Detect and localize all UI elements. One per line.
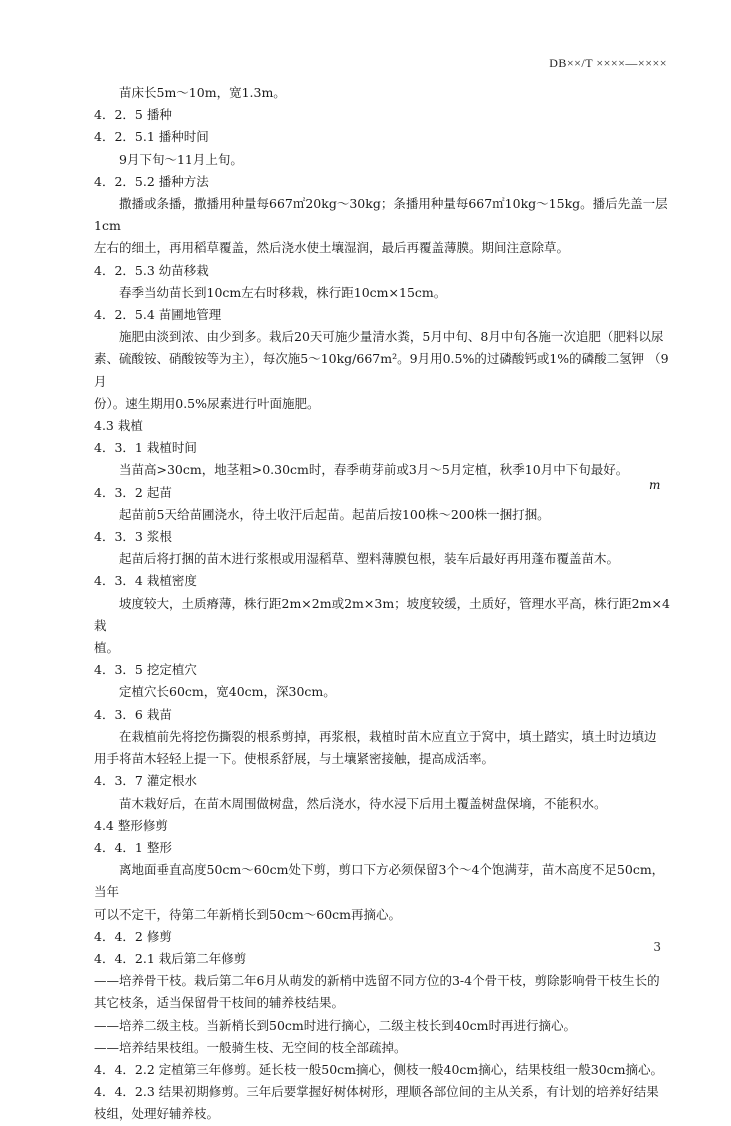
section-heading: 4．2．5.4 苗圃地管理 [94,307,222,323]
paragraph-line: 4．4．2.2 定植第三年修剪。延长枝一般50cm摘心，侧枝一般40cm摘心，结果枝组一般30cm摘心。 [94,1061,664,1077]
paragraph-line: 起苗后将打捆的苗木进行浆根或用湿稻草、塑料薄膜包根，装车后最好再用蓬布覆盖苗木。 [119,551,620,567]
paragraph-line: 4．4．2.3 结果初期修剪。三年后要掌握好树体树形，理顺各部位间的主从关系，有计划的培养好结果 [94,1084,659,1100]
page-header: DB××/T ××××—×××× [549,56,667,70]
section-heading: 4．3．6 栽苗 [94,706,172,722]
paragraph-line: 春季当幼苗长到10cm左右时移栽，株行距10cm×15cm。 [119,284,447,300]
paragraph-line: 9月下旬～11月上旬。 [119,151,243,167]
section-heading: 4．4．1 整形 [94,839,172,855]
paragraph-line: 左右的细土，再用稻草覆盖，然后浇水使土壤湿润，最后再覆盖薄膜。期间注意除草。 [94,240,570,256]
section-heading: 4．2．5.1 播种时间 [94,129,209,145]
paragraph-line: 植。 [94,640,120,656]
paragraph-line: 坡度较大，土质瘠薄，株行距2m×2m或2m×3m；坡度较缓，土质好，管理水平高，株行距2m×4栽 [94,595,670,633]
paragraph-line: 苗木栽好后，在苗木周围做树盘，然后浇水，待水浸下后用土覆盖树盘保墒，不能积水。 [119,795,607,811]
section-heading: 4．3．3 浆根 [94,529,172,545]
paragraph-line: ——培养二级主枝。当新梢长到50cm时进行摘心，二级主枝长到40cm时再进行摘心。 [94,1017,577,1033]
section-heading: 4．4．2 修剪 [94,928,172,944]
section-heading: 4．2．5.3 幼苗移栽 [94,262,209,278]
section-heading: 4．3．2 起苗 [94,484,172,500]
section-heading: 4.4 整形修剪 [94,817,168,833]
section-heading: 4．3．4 栽植密度 [94,573,197,589]
section-heading: 4．3．1 栽植时间 [94,440,197,456]
document-body [94,82,674,1126]
paragraph-line: ——培养骨干枝。栽后第二年6月从萌发的新梢中选留不同方位的3-4个骨干枝，剪除影响骨干枝生长的 [94,973,660,989]
paragraph-line: 用手将苗木轻轻上提一下。使根系舒展，与土壤紧密接触，提高成活率。 [94,751,495,767]
section-heading: 4．2．5 播种 [94,107,172,123]
paragraph-line: 份）。速生期用0.5%尿素进行叶面施肥。 [94,395,320,411]
handwritten-annotation: m [649,478,661,492]
paragraph-line: 撒播或条播，撒播用种量每667㎡20kg～30kg；条播用种量每667㎡10kg～15kg。播后先盖一层1cm [94,196,668,234]
paragraph-line: ——培养结果枝组。一般骑生枝、无空间的枝全部疏掉。 [94,1039,407,1055]
paragraph-line: 其它枝条，适当保留骨干枝间的辅养枝结果。 [94,995,345,1011]
paragraph-line: 苗床长5m～10m，宽1.3m。 [119,85,286,100]
paragraph-line: 在栽植前先将挖伤撕裂的根系剪掉，再浆根，栽植时苗木应直立于窝中，填土踏实，填土时边填边 [119,728,657,744]
section-heading: 4.3 栽植 [94,418,143,434]
section-heading: 4．2．5.2 播种方法 [94,173,209,189]
paragraph-line: 当苗高>30cm，地茎粗>0.30cm时，春季萌芽前或3月～5月定植，秋季10月中下旬最好。 [119,462,629,478]
paragraph-line: 离地面垂直高度50cm～60cm处下剪，剪口下方必须保留3个～4个饱满芽，苗木高度不足50cm，当年 [94,862,665,900]
paragraph-line: 起苗前5天给苗圃浇水，待土收汗后起苗。起苗后按100株～200株一捆打捆。 [119,506,550,522]
section-heading: 4．3．5 挖定植穴 [94,662,197,678]
paragraph-line: 可以不定干，待第二年新梢长到50cm～60cm再摘心。 [94,906,402,922]
paragraph-line: 定植穴长60cm，宽40cm，深30cm。 [119,684,336,700]
paragraph-line: 枝组，处理好辅养枝。 [94,1106,220,1122]
section-heading: 4．3．7 灌定根水 [94,773,197,789]
section-heading: 4．4．2.1 栽后第二年修剪 [94,950,247,966]
paragraph-line: 素、硫酸铵、硝酸铵等为主），每次施5～10kg/667m²。9月用0.5%的过磷酸钙或1%的磷酸二氢钾 （9月 [94,351,669,389]
paragraph-line: 施肥由淡到浓、由少到多。栽后20天可施少量清水粪，5月中旬、8月中旬各施一次追肥（肥料以尿 [119,329,664,345]
page-number: 3 [653,940,661,954]
